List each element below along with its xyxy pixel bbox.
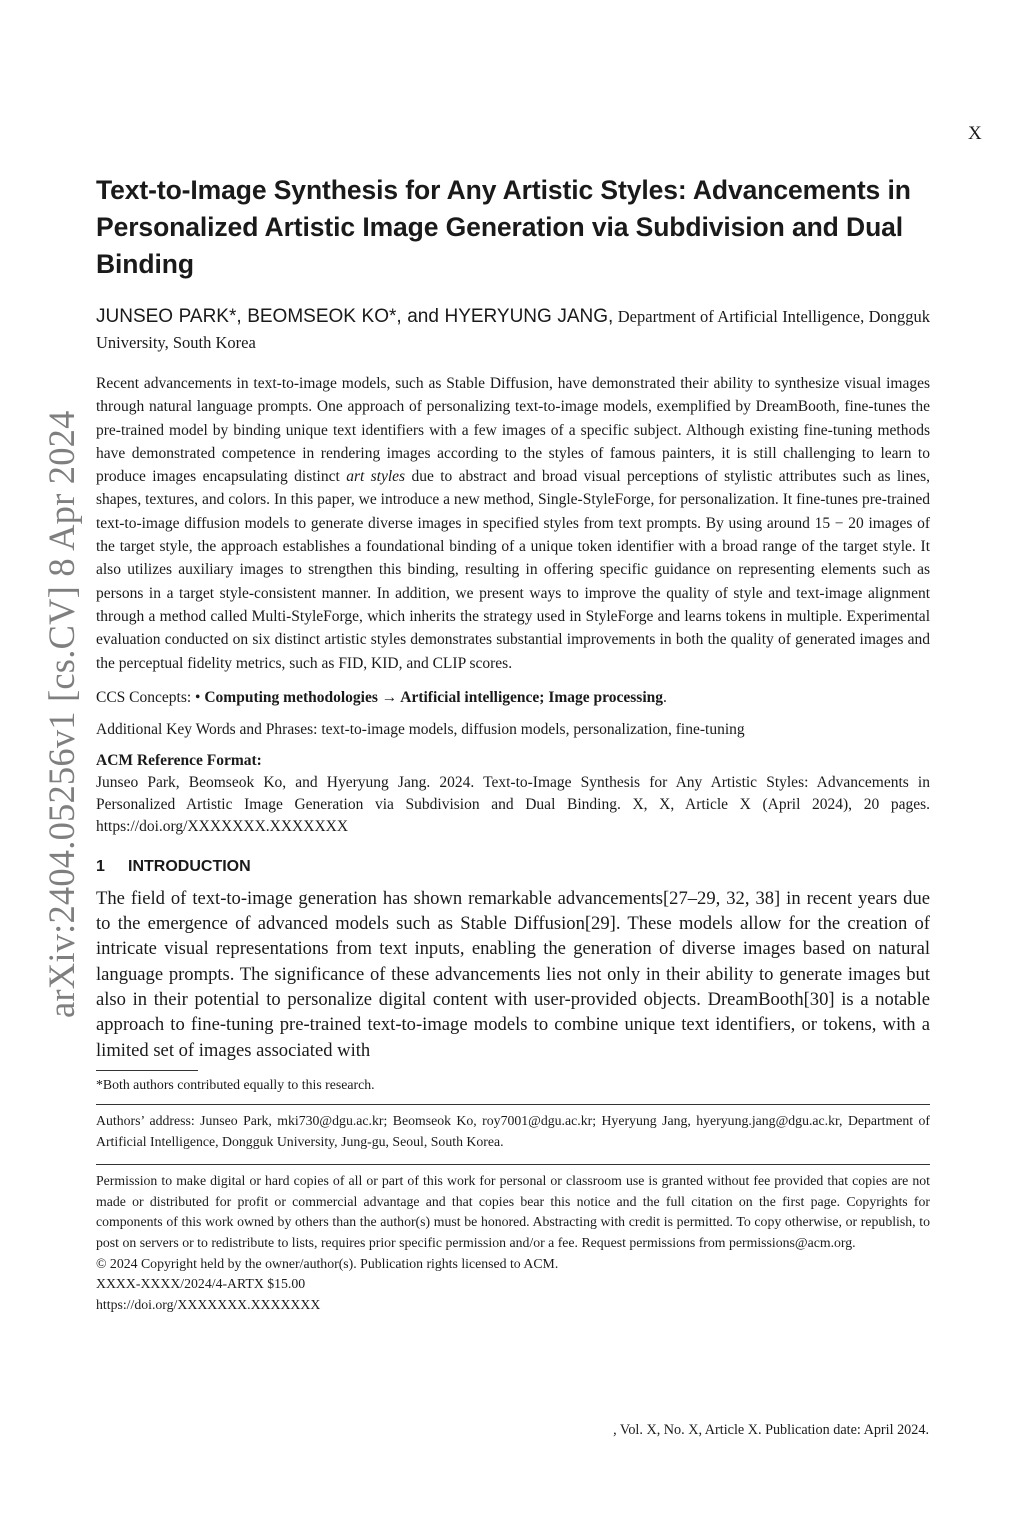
introduction-paragraph: The field of text-to-image generation has shown remarkable advancements[27–29, 32, 38] in recent years due to the emergence of advanced models such as Stable Diffusion[29]. These models allow for the creation of intricate visual representations from text inputs, enabling the generation of diverse images based on natural language prompts. The significance of these advancements lies not only in their ability to generate images but also in their potential to personalize digital content with user-provided objects. DreamBooth[30] is a notable approach to fine-tuning pre-trained text-to-image models to combine unique text identifiers, or tokens, with a limited set of images associated with: [96, 887, 930, 1061]
ccs-label: CCS Concepts: •: [96, 688, 205, 706]
paper-title: Text-to-Image Synthesis for Any Artistic Styles: Advancements in Personalized Artistic Image Generation via Subdivision and Dual Binding: [96, 175, 911, 279]
copyright-line: © 2024 Copyright held by the owner/author(s). Publication rights licensed to ACM.: [96, 1255, 559, 1271]
address-divider: [96, 1104, 930, 1105]
doi-link[interactable]: https://doi.org/XXXXXXX.XXXXXXX: [96, 1296, 321, 1312]
footnote-equal-contribution: *Both authors contributed equally to this research.: [96, 1076, 375, 1092]
ccs-end: .: [663, 688, 667, 706]
abstract-emphasis: art styles: [346, 468, 406, 486]
footnote-rule: [96, 1070, 198, 1071]
abstract-part1: Recent advancements in text-to-image models, such as Stable Diffusion, have demonstrated their ability to synthesize visual images through natural language prompts. One approach of personalizing text-to-image models, exemplified by DreamBooth, fine-tunes the pre-trained model by binding unique text identifiers with a few images of a specific subject. Although existing fine-tuning methods have demonstrated competence in rendering images according to the styles of famous painters, it is still challenging to learn to produce images encapsulating distinct: [96, 375, 930, 486]
author-block: [96, 304, 930, 356]
arxiv-identifier[interactable]: arXiv:2404.05256v1 [cs.CV] 8 Apr 2024: [41, 410, 82, 1018]
section-heading-introduction: [96, 856, 930, 878]
author-affiliation: Department of Artificial Intelligence, Dongguk University, South Korea: [96, 307, 931, 352]
copyright-block: [96, 1254, 930, 1316]
section-title: INTRODUCTION: [128, 857, 251, 875]
permission-notice: Permission to make digital or hard copies of all or part of this work for personal or classroom use is granted without fee provided that copies are not made or distributed for profit or commercial advantage and that copies bear this notice and the full citation on the first page. Copyrights for components of this work owned by others than the author(s) must be honored. Abstracting with credit is permitted. To copy otherwise, or republish, to post on servers or to redistribute to lists, requires prior specific permission and/or a fee. Request permissions from permissions@acm.org.: [96, 1172, 930, 1251]
permission-divider: [96, 1164, 930, 1165]
abstract: [96, 372, 930, 675]
ccs-concepts: [96, 686, 930, 709]
ccs-concept-list: Computing methodologies → Artificial intelligence; Image processing: [204, 688, 663, 706]
acm-reference: [96, 750, 930, 838]
abstract-part2: due to abstract and broad visual perceptions of stylistic attributes such as lines, shapes, textures, and colors. In this paper, we introduce a new method, Single-StyleForge, for personalization. It fine-tunes pre-trained text-to-image diffusion models to generate diverse images in specified styles from text prompts. By using around 15 − 20 images of the target style, the approach establishes a foundational binding of a unique token identifier with a broad range of the target style. It also utilizes auxiliary images to strengthen this binding, resulting in offering specific guidance on representing elements such as persons in a target style-consistent manner. In addition, we present ways to improve the quality of style and text-image alignment through a method called Multi-StyleForge, which inherits the strategy used in StyleForge and learns tokens in multiple. Experimental evaluation conducted on six distinct artistic styles demonstrates substantial improvements in both the quality of generated images and the perceptual fidelity metrics, such as FID, KID, and CLIP scores.: [96, 468, 931, 672]
section-number: 1: [96, 857, 105, 875]
page-marker: X: [968, 123, 982, 144]
keywords: Additional Key Words and Phrases: text-to-image models, diffusion models, personalization, fine-tuning: [96, 720, 745, 738]
isbn-price-line: XXXX-XXXX/2024/4-ARTX $15.00: [96, 1276, 306, 1292]
author-names: JUNSEO PARK*, BEOMSEOK KO*, and HYERYUNG JANG,: [96, 306, 614, 327]
acm-reference-heading: ACM Reference Format:: [96, 751, 262, 769]
page-footer: , Vol. X, No. X, Article X. Publication date: April 2024.: [613, 1422, 929, 1438]
authors-address: Authors’ address: Junseo Park, mki730@dgu.ac.kr; Beomseok Ko, roy7001@dgu.ac.kr; Hyeryung Jang, hyeryung.jang@dgu.ac.kr, Department of Artificial Intelligence, Dongguk University, Jung-gu, Seoul, South Korea.: [96, 1112, 930, 1149]
acm-reference-text: Junseo Park, Beomseok Ko, and Hyeryung Jang. 2024. Text-to-Image Synthesis for Any Artistic Styles: Advancements in Personalized Artistic Image Generation via Subdivision and Dual Binding. X, X, Article X (April 2024), 20 pages. https://doi.org/XXXXXXX.XXXXXXX: [96, 773, 930, 835]
paper-content: [96, 172, 930, 1315]
